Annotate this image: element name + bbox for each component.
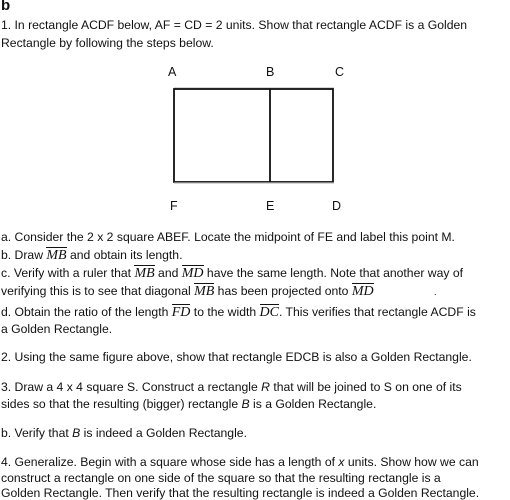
segment-md: MD (351, 284, 374, 299)
vertex-label-a: A (168, 65, 177, 79)
vertex-label-e: E (266, 199, 275, 213)
segment-mb: MB (46, 248, 67, 263)
step-d-text: d. Obtain the ratio of the length (1, 305, 172, 319)
step-d-line-1 (1, 305, 476, 319)
segment-dc: DC (259, 305, 279, 320)
problem-3-text: sides so that the resulting (bigger) rectangle (1, 397, 242, 411)
step-d-text-mid: to the width (190, 305, 260, 319)
step-b-text: b. Draw (1, 248, 47, 262)
section-letter: b (1, 0, 11, 14)
problem-4-text-end: units. Show how we can (344, 455, 479, 469)
variable-b: B (241, 397, 250, 411)
golden-rectangle-figure (168, 84, 340, 188)
step-c2-text-mid: has been projected onto (214, 284, 352, 298)
problem-3-line-1 (1, 380, 462, 394)
problem-3-line-2 (1, 397, 376, 411)
variable-r: R (261, 380, 270, 394)
step-c-text-and: and (154, 266, 182, 280)
stray-dot: . (434, 287, 437, 297)
problem-3b (1, 426, 247, 440)
variable-b: B (72, 426, 81, 440)
rectangle-acdf (174, 89, 333, 182)
segment-md: MD (181, 266, 204, 281)
step-d-text-end: . This verifies that rectangle ACDF is (278, 305, 476, 319)
step-b-text-end: and obtain its length. (66, 248, 183, 262)
step-b (1, 248, 182, 262)
vertex-label-b: B (266, 65, 275, 79)
problem-3-text-end: is a Golden Rectangle. (249, 397, 377, 411)
vertex-label-c: C (335, 65, 345, 79)
problem-3b-text: b. Verify that (1, 426, 73, 440)
problem-3b-text-end: is indeed a Golden Rectangle. (80, 426, 247, 440)
step-a: a. Consider the 2 x 2 square ABEF. Locate the midpoint of FE and label this point M. (1, 230, 455, 244)
problem-1-line-1: 1. In rectangle ACDF below, AF = CD = 2 units. Show that rectangle ACDF is a Golden (1, 18, 468, 32)
step-c-line-2 (1, 284, 374, 298)
step-c-text-end: have the same length. Note that another way of (203, 266, 464, 280)
vertex-label-f: F (170, 199, 178, 213)
problem-2: 2. Using the same figure above, show that rectangle EDCB is also a Golden Rectangle. (1, 350, 472, 364)
segment-mb: MB (134, 266, 155, 281)
problem-4-line-3: Golden Rectangle. Then verify that the resulting rectangle is indeed a Golden Rectangle. (1, 486, 480, 500)
problem-4-line-2: construct a rectangle on one side of the square so that the resulting rectangle is a (1, 471, 441, 485)
step-c-line-1 (1, 266, 463, 280)
problem-3-text: 3. Draw a 4 x 4 square S. Construct a rectangle (1, 380, 262, 394)
variable-x: x (338, 455, 345, 469)
problem-1-line-2: Rectangle by following the steps below. (1, 36, 214, 50)
problem-3-text-end: that will be joined to S on one of its (269, 380, 462, 394)
segment-mb: MB (194, 284, 215, 299)
segment-fd: FD (171, 305, 191, 320)
step-d-line-2: a Golden Rectangle. (1, 322, 113, 336)
problem-4-line-1 (1, 455, 479, 469)
step-c-text: c. Verify with a ruler that (1, 266, 135, 280)
problem-4-text: 4. Generalize. Begin with a square whose side has a length of (1, 455, 339, 469)
vertex-label-d: D (332, 199, 342, 213)
step-c2-text: verifying this is to see that diagonal (1, 284, 195, 298)
